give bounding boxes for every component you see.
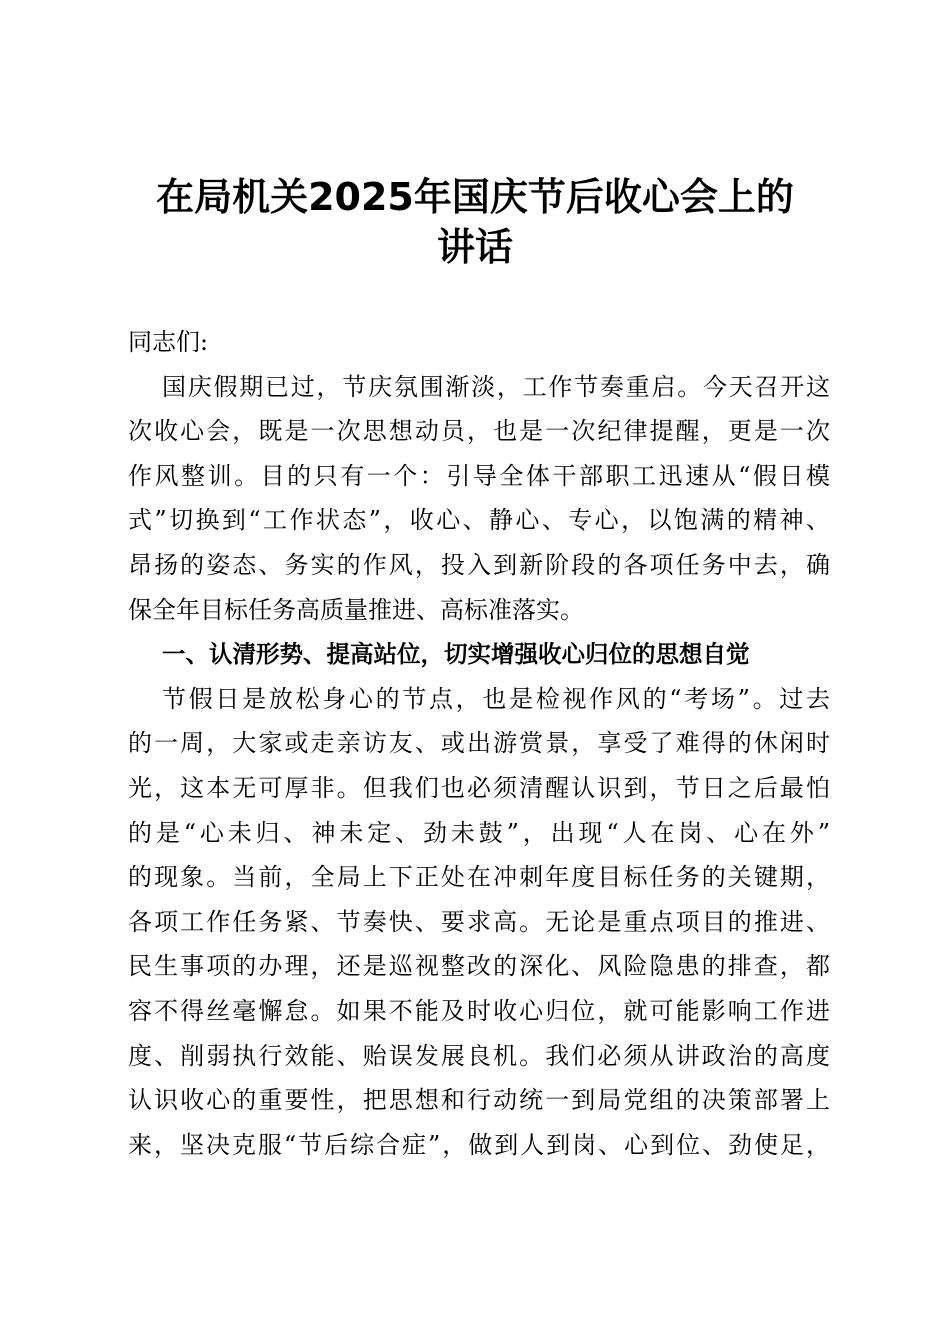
paragraph-line: 昂扬的姿态、务实的作风，投入到新阶段的各项任务中去，确 [128, 550, 830, 579]
paragraph-line: 来，坚决克服“节后综合症”，做到人到岗、心到位、劲使足， [128, 1130, 830, 1159]
paragraph-line: 节假日是放松身心的节点，也是检视作风的“考场”。过去 [162, 684, 830, 713]
paragraph-line: 民生事项的办理，还是巡视整改的深化、风险隐患的排查，都 [128, 952, 830, 981]
paragraph-line: 式”切换到“工作状态”，收心、静心、专心，以饱满的精神、 [128, 506, 830, 535]
document-title-line-1: 在局机关2025年国庆节后收心会上的 [156, 175, 794, 219]
salutation: 同志们: [128, 328, 209, 356]
paragraph-1 [128, 365, 830, 633]
paragraph-line: 认识收心的重要性，把思想和行动统一到局党组的决策部署上 [128, 1086, 830, 1115]
paragraph-line: 的是“心未归、神未定、劲未鼓”，出现“人在岗、心在外” [128, 818, 830, 847]
paragraph-line: 光，这本无可厚非。但我们也必须清醒认识到，节日之后最怕 [128, 773, 830, 802]
paragraph-line: 度、削弱执行效能、贻误发展良机。我们必须从讲政治的高度 [128, 1041, 830, 1070]
document-title-line-2: 讲话 [436, 225, 513, 269]
paragraph-line: 次收心会，既是一次思想动员，也是一次纪律提醒，更是一次 [128, 417, 830, 446]
paragraph-line: 的现象。当前，全局上下正处在冲刺年度目标任务的关键期， [128, 863, 830, 892]
paragraph-line: 保全年目标任务高质量推进、高标准落实。 [128, 595, 584, 624]
document-body [128, 320, 830, 1167]
paragraph-line: 的一周，大家或走亲访友、或出游赏景，享受了难得的休闲时 [128, 729, 830, 758]
paragraph-line: 作风整训。目的只有一个：引导全体干部职工迅速从“假日模 [128, 461, 830, 490]
section-heading-1: 一、认清形势、提高站位，切实增强收心归位的思想自觉 [162, 640, 750, 669]
paragraph-line: 各项工作任务紧、节奏快、要求高。无论是重点项目的推进、 [128, 907, 830, 936]
paragraph-line: 容不得丝毫懈怠。如果不能及时收心归位，就可能影响工作进 [128, 996, 830, 1025]
paragraph-line: 国庆假期已过，节庆氛围渐淡，工作节奏重启。今天召开这 [162, 372, 830, 401]
paragraph-2 [128, 677, 830, 1168]
